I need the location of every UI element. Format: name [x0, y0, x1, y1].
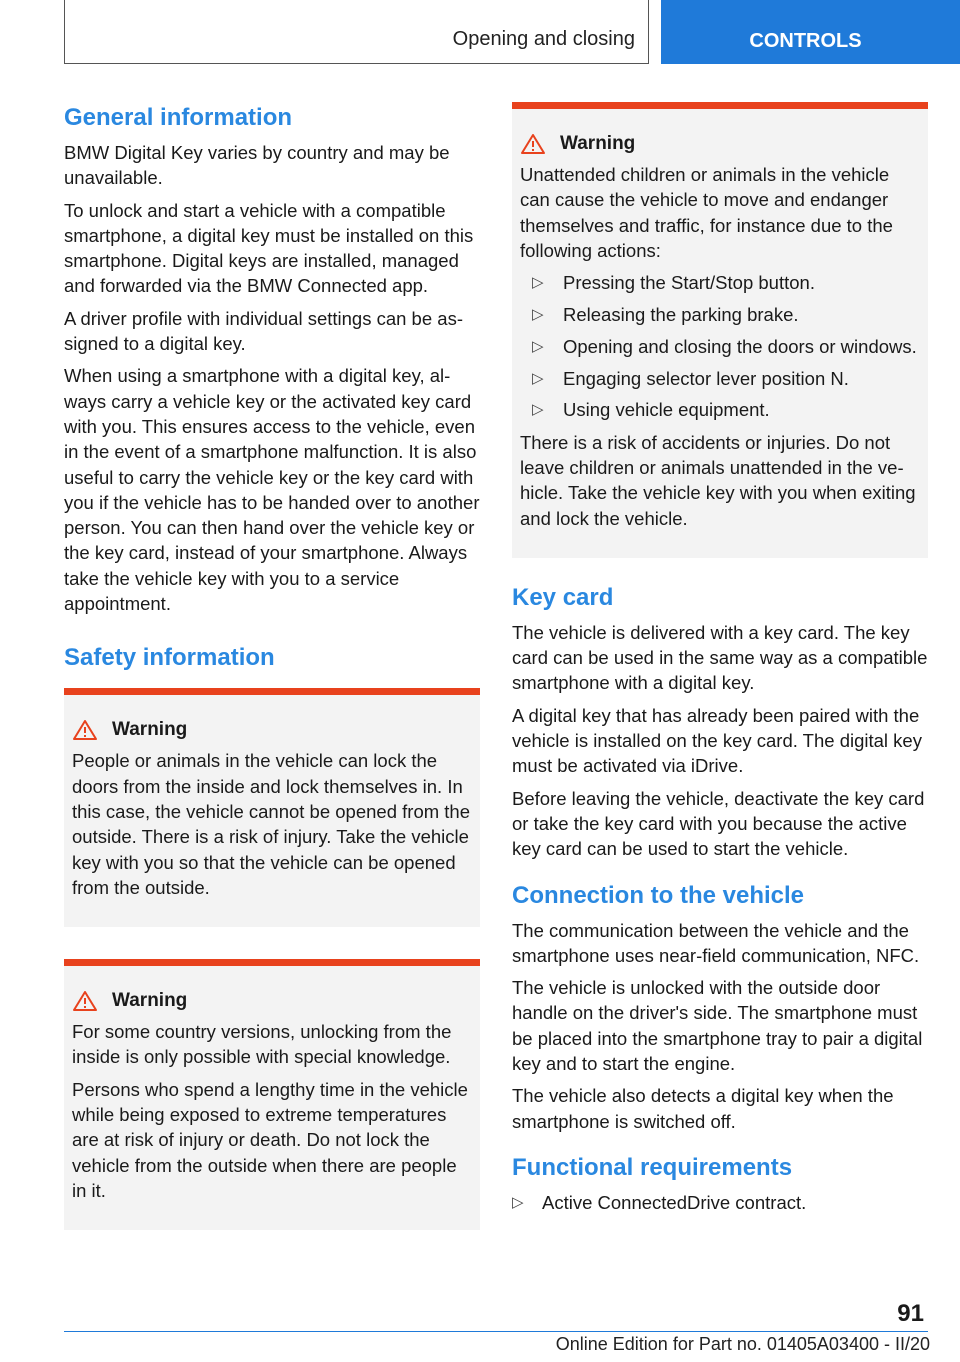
paragraph: The vehicle also detects a digital key when the smartphone is switched off. [512, 1085, 894, 1132]
list-item-text: Opening and closing the doors or windows. [563, 335, 917, 357]
triangle-bullet-icon: ▷ [532, 305, 544, 323]
warning-text: Persons who spend a lengthy time in the vehicle while being exposed to extreme temperatures are at risk of injury or death. Do not lock the vehicle from the outside when there are people in it. [72, 1078, 468, 1201]
list-item [520, 334, 920, 359]
warning-header [72, 988, 472, 1013]
list-item [512, 1190, 928, 1215]
paragraph: A driver profile with individual settings can be assigned to a digital key. [64, 307, 463, 355]
warning-box [64, 959, 480, 1230]
page-number: 91 [897, 1300, 924, 1327]
paragraph: A digital key that has already been paired with the vehicle is installed on the key card. The digital key must be activated via iDrive. [512, 704, 922, 777]
warning-triangle-icon [72, 719, 98, 741]
list-item-text: Pressing the Start/Stop button. [563, 272, 815, 294]
right-column [512, 102, 928, 1233]
warning-text: There is a risk of accidents or injuries. Do not leave children or animals unattended in the vehicle. Take the vehicle key with you when exiting and lock the vehicle. [520, 431, 916, 529]
functional-requirements-heading: Functional requirements [512, 1153, 793, 1181]
warning-text: People or animals in the vehicle can lock the doors from the inside and lock themselves in. In this case, the vehicle cannot be opened from the outside. There is a risk of injury. Take the vehicle key with you so that the vehicle can be opened from the outside. [72, 750, 471, 898]
warning-header [72, 717, 472, 742]
warning-title: Warning [560, 133, 636, 154]
warning-action-list [520, 270, 920, 422]
safety-information-section [64, 642, 480, 1230]
key-card-section [512, 582, 928, 862]
list-item [520, 270, 920, 295]
left-column [64, 102, 480, 1262]
warning-title: Warning [112, 719, 188, 741]
triangle-bullet-icon: ▷ [532, 369, 544, 387]
warning-text: For some country versions, unlocking from the inside is only possible with special knowledge. [72, 1021, 452, 1068]
header-chapter-label: CONTROLS [749, 29, 862, 52]
warning-box [512, 102, 928, 558]
list-item [520, 397, 920, 422]
list-item-text: Active ConnectedDrive contract. [542, 1191, 807, 1213]
paragraph: BMW Digital Key varies by country and may be unavailable. [64, 142, 450, 189]
list-item-text: Using vehicle equipment. [563, 399, 770, 421]
paragraph: The communication between the vehicle and the smartphone uses near-field communication, NFC. [512, 919, 920, 966]
general-information-heading: General information [64, 104, 293, 131]
warning-title: Warning [112, 990, 188, 1012]
list-item [520, 302, 920, 327]
key-card-heading: Key card [512, 583, 614, 611]
functional-requirements-section [512, 1152, 928, 1215]
list-item-text: Releasing the parking brake. [563, 303, 799, 325]
warning-box [64, 688, 480, 927]
warning-header [520, 131, 920, 156]
header-section-title: Opening and closing [452, 28, 635, 50]
requirements-list [512, 1190, 928, 1215]
paragraph: The vehicle is delivered with a key card. The key card can be used in the same way as a compatible smartphone with a digital key. [512, 621, 928, 694]
general-information-section [64, 102, 480, 616]
list-item-text: Engaging selector lever position N. [563, 367, 849, 389]
triangle-bullet-icon: ▷ [532, 274, 544, 292]
paragraph: The vehicle is unlocked with the outside door handle on the driver's side. The smartphone must be placed into the smartphone tray to pair a digital key and to start the engine. [512, 977, 923, 1075]
footer-edition-text: Online Edition for Part no. 01405A03400 - II/20 [555, 1334, 930, 1354]
connection-section [512, 880, 928, 1134]
warning-triangle-icon [72, 990, 98, 1012]
triangle-bullet-icon: ▷ [532, 337, 544, 355]
paragraph: To unlock and start a vehicle with a compatible smartphone, a digital key must be installed on this smartphone. Digital keys are installed, managed and forwarded via the BMW Connected app. [64, 199, 474, 297]
paragraph: When using a smartphone with a digital key, always carry a vehicle key or the activated key card with you. This ensures access to the vehicle, even in the event of a smartphone malfunction. It is also useful to carry the vehicle key or the key card with you if the vehicle has to be handed over to another person. You can then hand over the vehicle key or the key card, instead of your smartphone. Always take the vehicle key with you to a service appointment. [64, 365, 480, 615]
connection-heading: Connection to the vehicle [512, 881, 805, 909]
warning-text: Unattended children or animals in the vehicle can cause the vehicle to move and endanger themselves and traffic, for instance due to the following actions: [520, 164, 893, 261]
footer-divider [64, 1331, 928, 1332]
safety-information-heading: Safety information [64, 644, 275, 672]
header-chapter-tab [661, 0, 960, 64]
paragraph: Before leaving the vehicle, deactivate the key card or take the key card with you because the active key card can be used to start the vehicle. [512, 787, 925, 860]
triangle-bullet-icon: ▷ [532, 401, 544, 419]
list-item [520, 366, 920, 391]
warning-triangle-icon [520, 133, 546, 155]
triangle-bullet-icon: ▷ [512, 1193, 524, 1211]
